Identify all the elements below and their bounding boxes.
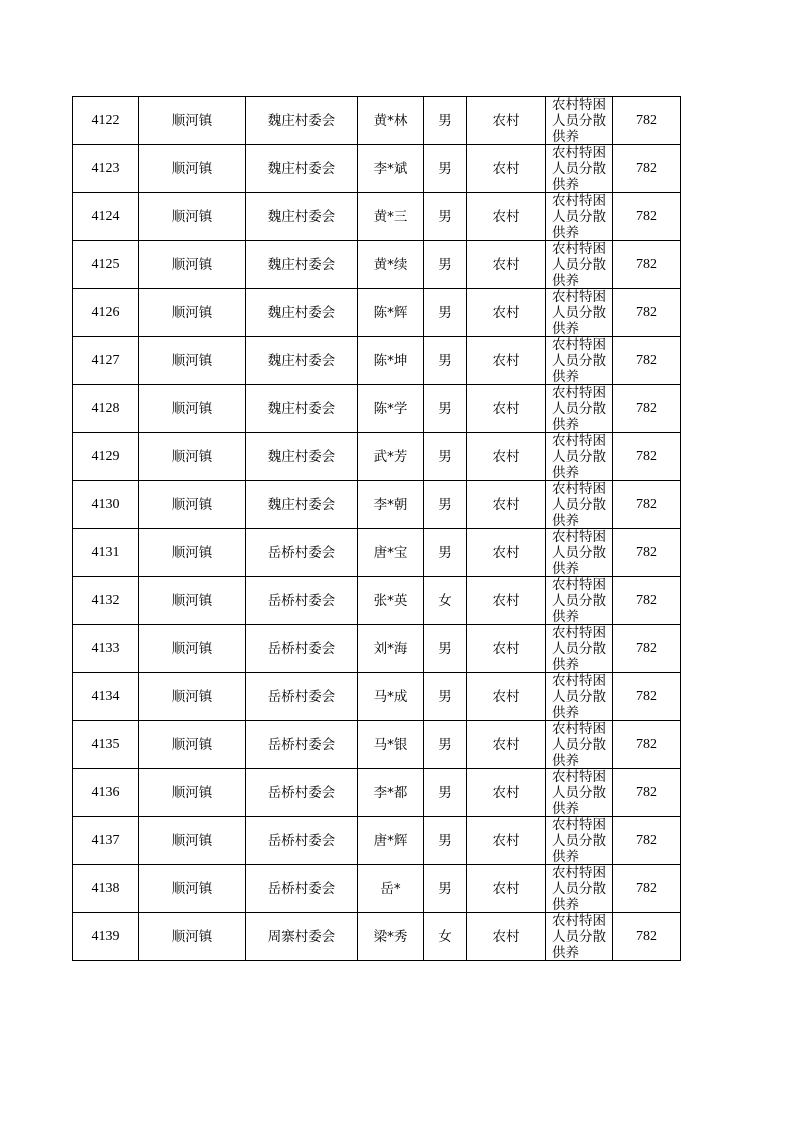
row-id-cell: 4129 (73, 433, 139, 481)
gender-cell: 男 (424, 241, 467, 289)
amount-cell: 782 (613, 433, 681, 481)
gender-cell: 男 (424, 337, 467, 385)
gender-cell: 男 (424, 865, 467, 913)
support-category-text: 农村特困人员分散供养 (552, 625, 606, 672)
gender-cell: 男 (424, 769, 467, 817)
town-cell: 顺河镇 (139, 913, 246, 961)
person-name-cell: 黄*林 (358, 97, 424, 145)
area-type-cell: 农村 (467, 913, 546, 961)
support-category-cell (546, 625, 613, 673)
gender-cell: 男 (424, 817, 467, 865)
person-name-cell: 岳* (358, 865, 424, 913)
person-name-cell: 黄*续 (358, 241, 424, 289)
row-id-cell: 4128 (73, 385, 139, 433)
table-row (73, 241, 681, 289)
person-name-cell: 李*朝 (358, 481, 424, 529)
person-name-cell: 张*英 (358, 577, 424, 625)
amount-cell: 782 (613, 97, 681, 145)
support-category-text: 农村特困人员分散供养 (552, 145, 606, 192)
amount-cell: 782 (613, 337, 681, 385)
support-category-text: 农村特困人员分散供养 (552, 433, 606, 480)
table-row (73, 145, 681, 193)
table-row (73, 673, 681, 721)
support-category-text: 农村特困人员分散供养 (552, 529, 606, 576)
village-cell: 魏庄村委会 (246, 97, 358, 145)
row-id-cell: 4137 (73, 817, 139, 865)
town-cell: 顺河镇 (139, 817, 246, 865)
person-name-cell: 武*芳 (358, 433, 424, 481)
town-cell: 顺河镇 (139, 481, 246, 529)
gender-cell: 男 (424, 385, 467, 433)
support-category-text: 农村特困人员分散供养 (552, 241, 606, 288)
support-category-cell (546, 721, 613, 769)
row-id-cell: 4138 (73, 865, 139, 913)
row-id-cell: 4123 (73, 145, 139, 193)
support-category-text: 农村特困人员分散供养 (552, 337, 606, 384)
support-category-text: 农村特困人员分散供养 (552, 817, 606, 864)
support-category-cell (546, 433, 613, 481)
support-category-text: 农村特困人员分散供养 (552, 385, 606, 432)
gender-cell: 女 (424, 913, 467, 961)
support-category-cell (546, 769, 613, 817)
area-type-cell: 农村 (467, 865, 546, 913)
amount-cell: 782 (613, 481, 681, 529)
person-name-cell: 陈*坤 (358, 337, 424, 385)
gender-cell: 男 (424, 145, 467, 193)
village-cell: 魏庄村委会 (246, 337, 358, 385)
gender-cell: 女 (424, 577, 467, 625)
table-row (73, 721, 681, 769)
area-type-cell: 农村 (467, 193, 546, 241)
row-id-cell: 4126 (73, 289, 139, 337)
support-category-text: 农村特困人员分散供养 (552, 913, 606, 960)
support-category-text: 农村特困人员分散供养 (552, 97, 606, 144)
support-category-text: 农村特困人员分散供养 (552, 481, 606, 528)
gender-cell: 男 (424, 433, 467, 481)
village-cell: 岳桥村委会 (246, 769, 358, 817)
amount-cell: 782 (613, 673, 681, 721)
town-cell: 顺河镇 (139, 241, 246, 289)
table-row (73, 433, 681, 481)
gender-cell: 男 (424, 529, 467, 577)
village-cell: 魏庄村委会 (246, 385, 358, 433)
area-type-cell: 农村 (467, 817, 546, 865)
table-row (73, 625, 681, 673)
gender-cell: 男 (424, 97, 467, 145)
support-category-cell (546, 145, 613, 193)
support-category-cell (546, 97, 613, 145)
area-type-cell: 农村 (467, 385, 546, 433)
person-name-cell: 陈*学 (358, 385, 424, 433)
village-cell: 魏庄村委会 (246, 241, 358, 289)
amount-cell: 782 (613, 241, 681, 289)
person-name-cell: 黄*三 (358, 193, 424, 241)
amount-cell: 782 (613, 577, 681, 625)
village-cell: 魏庄村委会 (246, 289, 358, 337)
support-category-cell (546, 481, 613, 529)
support-category-cell (546, 337, 613, 385)
town-cell: 顺河镇 (139, 673, 246, 721)
person-name-cell: 马*银 (358, 721, 424, 769)
table-row (73, 913, 681, 961)
village-cell: 岳桥村委会 (246, 625, 358, 673)
support-category-text: 农村特困人员分散供养 (552, 577, 606, 624)
table-row (73, 97, 681, 145)
village-cell: 岳桥村委会 (246, 577, 358, 625)
person-name-cell: 李*都 (358, 769, 424, 817)
town-cell: 顺河镇 (139, 577, 246, 625)
amount-cell: 782 (613, 913, 681, 961)
area-type-cell: 农村 (467, 97, 546, 145)
area-type-cell: 农村 (467, 529, 546, 577)
village-cell: 岳桥村委会 (246, 865, 358, 913)
gender-cell: 男 (424, 673, 467, 721)
area-type-cell: 农村 (467, 769, 546, 817)
town-cell: 顺河镇 (139, 97, 246, 145)
support-category-cell (546, 673, 613, 721)
support-category-text: 农村特困人员分散供养 (552, 193, 606, 240)
person-name-cell: 马*成 (358, 673, 424, 721)
amount-cell: 782 (613, 625, 681, 673)
town-cell: 顺河镇 (139, 529, 246, 577)
amount-cell: 782 (613, 193, 681, 241)
area-type-cell: 农村 (467, 289, 546, 337)
row-id-cell: 4124 (73, 193, 139, 241)
table-row (73, 529, 681, 577)
row-id-cell: 4131 (73, 529, 139, 577)
table-row (73, 577, 681, 625)
row-id-cell: 4135 (73, 721, 139, 769)
support-category-text: 农村特困人员分散供养 (552, 865, 606, 912)
row-id-cell: 4125 (73, 241, 139, 289)
row-id-cell: 4132 (73, 577, 139, 625)
support-category-text: 农村特困人员分散供养 (552, 721, 606, 768)
town-cell: 顺河镇 (139, 145, 246, 193)
area-type-cell: 农村 (467, 433, 546, 481)
amount-cell: 782 (613, 865, 681, 913)
gender-cell: 男 (424, 481, 467, 529)
person-name-cell: 陈*辉 (358, 289, 424, 337)
roster-table (72, 96, 681, 961)
village-cell: 魏庄村委会 (246, 193, 358, 241)
table-row (73, 865, 681, 913)
village-cell: 魏庄村委会 (246, 481, 358, 529)
area-type-cell: 农村 (467, 481, 546, 529)
town-cell: 顺河镇 (139, 385, 246, 433)
support-category-cell (546, 193, 613, 241)
row-id-cell: 4134 (73, 673, 139, 721)
support-category-cell (546, 577, 613, 625)
town-cell: 顺河镇 (139, 625, 246, 673)
amount-cell: 782 (613, 529, 681, 577)
village-cell: 岳桥村委会 (246, 817, 358, 865)
table-row (73, 769, 681, 817)
support-category-cell (546, 817, 613, 865)
town-cell: 顺河镇 (139, 433, 246, 481)
person-name-cell: 李*斌 (358, 145, 424, 193)
table-row (73, 385, 681, 433)
roster-body (73, 97, 681, 961)
amount-cell: 782 (613, 145, 681, 193)
amount-cell: 782 (613, 769, 681, 817)
town-cell: 顺河镇 (139, 193, 246, 241)
village-cell: 岳桥村委会 (246, 721, 358, 769)
person-name-cell: 刘*海 (358, 625, 424, 673)
area-type-cell: 农村 (467, 577, 546, 625)
table-row (73, 193, 681, 241)
town-cell: 顺河镇 (139, 769, 246, 817)
person-name-cell: 梁*秀 (358, 913, 424, 961)
gender-cell: 男 (424, 625, 467, 673)
person-name-cell: 唐*宝 (358, 529, 424, 577)
table-row (73, 481, 681, 529)
table-row (73, 817, 681, 865)
amount-cell: 782 (613, 817, 681, 865)
support-category-text: 农村特困人员分散供养 (552, 289, 606, 336)
support-category-cell (546, 865, 613, 913)
support-category-cell (546, 913, 613, 961)
row-id-cell: 4122 (73, 97, 139, 145)
area-type-cell: 农村 (467, 145, 546, 193)
amount-cell: 782 (613, 721, 681, 769)
row-id-cell: 4133 (73, 625, 139, 673)
village-cell: 魏庄村委会 (246, 433, 358, 481)
gender-cell: 男 (424, 289, 467, 337)
village-cell: 魏庄村委会 (246, 145, 358, 193)
row-id-cell: 4136 (73, 769, 139, 817)
town-cell: 顺河镇 (139, 865, 246, 913)
support-category-text: 农村特困人员分散供养 (552, 769, 606, 816)
table-row (73, 289, 681, 337)
town-cell: 顺河镇 (139, 289, 246, 337)
area-type-cell: 农村 (467, 673, 546, 721)
support-category-cell (546, 289, 613, 337)
gender-cell: 男 (424, 721, 467, 769)
support-category-cell (546, 241, 613, 289)
amount-cell: 782 (613, 289, 681, 337)
town-cell: 顺河镇 (139, 337, 246, 385)
area-type-cell: 农村 (467, 721, 546, 769)
support-category-cell (546, 529, 613, 577)
village-cell: 岳桥村委会 (246, 529, 358, 577)
person-name-cell: 唐*辉 (358, 817, 424, 865)
area-type-cell: 农村 (467, 625, 546, 673)
gender-cell: 男 (424, 193, 467, 241)
table-row (73, 337, 681, 385)
row-id-cell: 4139 (73, 913, 139, 961)
support-category-text: 农村特困人员分散供养 (552, 673, 606, 720)
support-category-cell (546, 385, 613, 433)
amount-cell: 782 (613, 385, 681, 433)
area-type-cell: 农村 (467, 337, 546, 385)
village-cell: 岳桥村委会 (246, 673, 358, 721)
village-cell: 周寨村委会 (246, 913, 358, 961)
row-id-cell: 4127 (73, 337, 139, 385)
row-id-cell: 4130 (73, 481, 139, 529)
town-cell: 顺河镇 (139, 721, 246, 769)
area-type-cell: 农村 (467, 241, 546, 289)
